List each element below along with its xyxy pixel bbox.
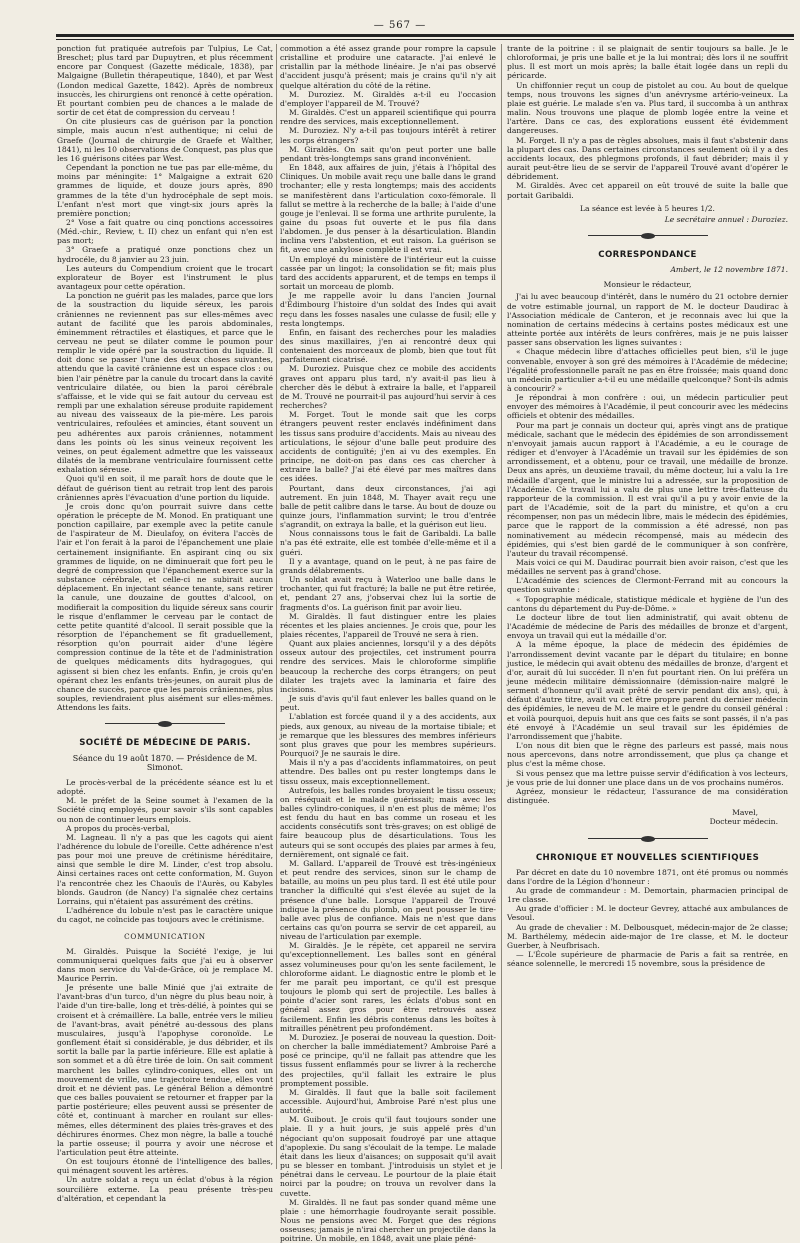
paragraph: M. Duroziez. N'y a-t-il pas toujours intérêt à retirer les corps étrangers? [280, 126, 496, 145]
section-ornament [588, 836, 708, 842]
paragraph: M. Forget. Tout le monde sait que les corps étrangers peuvent rester enclavés indéfiniment dans les tissus sans produire d'accidents. Mais au niveau des articulations, le séjour d'une balle peut produire des accidents de contiguïté; j'en ai vu des exemples. En principe, ne doit-on pas dans ces cas chercher à extraire la balle? J'ai été élevé par mes maîtres dans ces idées. [280, 410, 496, 484]
paragraph: Un autre soldat a reçu un éclat d'obus à la région sourcilière externe. La peau présente très-peu d'altération, et cependant la [57, 1175, 273, 1203]
paragraph: Un chiffonnier reçut un coup de pistolet au cou. Au bout de quelque temps, nous trouvons les signes d'un anévrysme artério-veineux. La plaie est guérie. Le malade s'en va. Plus tard, il succomba à un anthrax malin. Nous trouvons une plaque de plomb logée entre la veine et l'artère. Dans ce cas, des explorations eussent été évidemment dangereuses. [507, 80, 788, 136]
paragraph: trante de la poitrine : il se plaignait de sentir toujours sa balle. Je le chloroformai, je pris une balle et je la lui montrai; dès lors il ne souffrit plus. Il est mort un mois après; la balle était logée dans un repli du péricarde. [507, 44, 788, 81]
paragraph: A la même époque, la place de médecin des épidémies de l'arrondissement devint vacante par le départ du titulaire; en bonne justice, le médecin qui avait obtenu des médailles de bronze, d'argent et d'or, aurait dû lui succéder. Il n'en fut pourtant rien. On lui préféra un jeune médecin militaire démissionnaire (démission-naire malgré le serment d'honneur qu'il avait prêté de servir pendant dix ans), qui, à défaut d'autre titre, avait vu cet être propre parent du dernier médecin des épidémies, le neveu de M. le maire et le gendre du conseil général : et voilà pourquoi, depuis huit ans que ces faits se sont passés, il n'a pas été envoyé à l'Académie un seul travail sur les épidémies de l'arrondissement que j'habite. [507, 640, 788, 741]
paragraph: Quant aux plaies anciennes, lorsqu'il y a des dépôts osseux autour des projectiles, cet instrument pourra rendre des services. Mais le chloroforme simplifie beaucoup la recherche des corps étrangers; on peut dilater les trajets avec la laminaria et faire des incisions. [280, 639, 496, 694]
chronique-title: CHRONIQUE ET NOUVELLES SCIENTIFIQUES [535, 852, 760, 863]
correspondance-title: CORRESPONDANCE [598, 249, 697, 260]
paragraph: M. Giraldès. Avec cet appareil on eût trouvé de suite la balle que portait Garibaldi. [507, 181, 788, 200]
paragraph: Je présente une balle Minié que j'ai extraite de l'avant-bras d'un turco, d'un nègre du plus beau noir, à l'aide d'un tire-balle, long et très-délié, à pointes qui se croisent et à crémaillère. La balle, entrée vers le milieu de l'avant-bras, avait pénétré au-dessous des plans musculaires, jusqu'à l'apophyse coronoïde. Le gonflement était si considérable, je dus débrider, et ils sortit la balle par la partie inférieure. Elle est aplatie à son sommet et a dû être tirée de loin. On sait comment marchent les balles cylindro-coniques, elles ont un mouvement de vrille, une trajectoire tendue, elles vont droit et ne dévient pas. Le général Bélion a démontré que ces balles pouvaient se retourner et frapper par la partie postérieure; elles peuvent aussi se présenter de côté et, continuant à marcher en roulant sur elles-mêmes, elles déterminent des plaies très-graves et des déchirures énormes. Chez mon nègre, la balle a touché la partie osseuse; il pourra y avoir une nécrose et l'articulation peut être atteinte. [57, 983, 273, 1157]
paragraph: Le procès-verbal de la précédente séance est lu et adopté. [57, 777, 273, 797]
paragraph: 3° Graefe a pratiqué onze ponctions chez un hydrocéle, du 8 janvier au 23 juin. [57, 245, 273, 264]
paragraph: Enfin, en faisant des recherches pour les maladies des sinus maxillaires, j'en ai rencontré deux qui contenaient des morceaux de plomb, bien que tout fût parfaitement cicatrisé. [280, 327, 496, 365]
session-line: Séance du 19 août 1870. — Présidence de M. Simonot. [72, 753, 258, 772]
paragraph: L'Académie des sciences de Clermont-Ferrand mit au concours la question suivante : [507, 576, 788, 595]
column-middle [280, 44, 496, 1243]
section-ornament [105, 721, 225, 727]
session-end: La séance est levée à 5 heures 1/2. [580, 203, 715, 213]
paragraph: M. Lagneau. Il n'y a pas que les cagots qui aient l'adhérence du lobule de l'oreille. Cette adhérence n'est pas pour moi une preuve de crétinisme héréditaire, ainsi que semble le dire M. Linder, c'est trop absolu. Ainsi certaines races ont cette conformation, M. Guyon l'a rencontrée chez les Chaouïs de l'Aurès, ou Kabyles blonds. Gaudron (de Nancy) l'a signalée chez certains Lorrains, qui n'étaient pas assurément des crétins. [57, 832, 273, 906]
paragraph: L'on nous dit bien que le règne des parleurs est passé, mais nous nous apercevons, dans notre arrondissement, que plus ça change et plus c'est la même chose. [507, 741, 788, 769]
paragraph: « Topographie médicale, statistique médicale et hygiène de l'un des cantons du département du Puy-de-Dôme. » [507, 594, 788, 613]
paragraph: Agréez, monsieur le rédacteur, l'assurance de ma considération distinguée. [507, 786, 788, 806]
secretary-signature: Le secrétaire annuel : Duroziez. [664, 214, 788, 224]
paragraph: Je suis d'avis qu'il faut enlever les balles quand on le peut. [280, 694, 496, 713]
paragraph: Mais voici ce qui M. Daudirac pourrait bien avoir raison, c'est que les médailles ne servent pas à grand'chose. [507, 557, 788, 577]
signature-title: Docteur médecin. [709, 817, 778, 827]
paragraph: M. Giraldès. Il ne faut pas sonder quand même une plaie : une hémorrhagie foudroyante serait possible. Nous ne pensions avec M. Forget que des régions osseuses; jamais je n'irai chercher un projectile dans la poitrine. Un mobile, en 1848, avait une plaie péné- [280, 1197, 496, 1243]
paragraph: M. Giraldès. Je le répète, cet appareil ne servira qu'exceptionnellement. Les balles sont en général assez volumineuses pour qu'on les sente facilement, le chloroforme aidant. Le diagnostic entre le plomb et le fer me paraît peu important, ce qu'il est presque toujours le plomb qui sert de projectile. Les balles à pointe d'acier sont rares, les éclats d'obus sont en général assez gros pour être retrouvés assez facilement. Enfin les débris contenus dans les boîtes à mitrailles pénètrent peu profondément. [280, 941, 496, 1033]
paragraph: Si vous pensez que ma lettre puisse servir d'édification à vos lecteurs, je vous prie de lui donner une place dans un de vos prochains numéros. [507, 768, 788, 787]
paragraph: Le docteur libre de tout lien administratif, qui avait obtenu de l'Académie de médecine de Paris des médailles de bronze et d'argent, envoya un travail qui eut la médaille d'or. [507, 612, 788, 641]
paragraph: M. Gallard. L'appareil de Trouvé est très-ingénieux et peut rendre des services, sinon sur le champ de bataille, au moins un peu plus tard. Il est été utile pour trancher la difficulté qui s'est élevée au sujet de la présence d'une balle. Lorsque l'appareil de Trouvé indique la présence du plomb, on peut pousser le tire-balle avec plus de confiance. Mais ne n'est que dans certains cas qu'on pourra se servir de cet appareil, au niveau de l'articulation par exemple. [280, 858, 496, 942]
column-right [507, 44, 788, 1169]
paragraph: On est toujours étonné de l'intelligence des balles, qui ménagent souvent les artères. [57, 1157, 273, 1176]
paragraph: M. Giraldès. C'est un appareil scientifique qui pourra rendre des services, mais exceptionnellement. [280, 108, 496, 127]
paragraph: Nous connaissons tous le fait de Garibaldi. La balle n'a pas été extraite, elle est tombée d'elle-même et il a guéri. [280, 529, 496, 557]
paragraph: L'adhérence du lobule n'est pas le caractère unique du cagot, ne coïncide pas toujours avec le crétinisme. [57, 906, 273, 925]
paragraph: ponction fut pratiquée autrefois par Tulpius, Le Cat, Breschet; plus tard par Dupuytren, et plus récemment encore par Conquest (Gazette médicale, 1838), par Malgaigne (Bulletin thérapeutique, 1840), et par West (London medical Gazette, 1842). Après de nombreux insuccès, les chirurgiens ont renoncé à cette opération. Et pourtant combien peu de chances a le malade de sortir de cet état de compression du cerveau ! [57, 44, 273, 118]
paragraph: J'ai lu avec beaucoup d'intérêt, dans le numéro du 21 octobre dernier de votre estimable journal, un rapport de M. le docteur Daudirac à l'Association médicale de Canteron, et je reconnais avec lui que la nomination de certains médecins à certains postes médicaux est une atteinte portée aux intérêts de leurs confrères, mais je ne puis laisser passer sans observation les lignes suivantes : [507, 292, 788, 348]
paragraph: M. Giraldès. Puisque la Société l'exige, je lui communiquerai quelques faits que j'ai eu à observer dans mon service du Val-de-Grâce, où je remplace M. Maurice Perrin. [57, 946, 273, 983]
paragraph: Au grade de chevalier : M. Delbousquet, médecin-major de 2e classe; M. Barthélemy, médecin aide-major de 1re classe, et M. le docteur Guerber, à Neufbrisach. [507, 922, 788, 950]
paragraph: En 1848, aux affaires de juin, j'étais à l'hôpital des Cliniques. Un mobile avait reçu une balle dans le grand trochanter; elle y resta longtemps; mais des accidents se manifestèrent dans l'articulation coxo-fémorale. Il fallut se mettre à la recherche de la balle; à l'aide d'une gouge je l'enlevai. Il se forma une arthrite purulente, la gaine du psoas fut ouverte et le pus fila dans l'abdomen. Je dus penser à la désarticulation. Blandin inclina vers l'abstention, et eut raison. La guérison se fit, avec une ankylose complète il est vrai. [280, 163, 496, 255]
paragraph: Cependant la ponction ne tue pas par elle-même, du moins par méningite: 1° Malgaigne a extrait 620 grammes de liquide, et douze jours après, 890 grammes de la tête d'un hydrocéphale de sept mois. L'enfant n'est mort que vingt-six jours après la première ponction; [57, 163, 273, 218]
communication-heading: COMMUNICATION [124, 932, 206, 942]
section-ornament [588, 233, 708, 239]
paragraph: Je répondrai à mon confrère : oui, un médecin particulier peut envoyer des mémoires à l'Académie, il peut concourir avec les médecins officiels et obtenir des médailles. [507, 393, 788, 421]
society-title: SOCIÉTÉ DE MÉDECINE DE PARIS. [79, 738, 251, 749]
paragraph: Au grade d'officier : M. le docteur Gevrey, attaché aux ambulances de Vesoul. [507, 904, 788, 923]
paragraph: Un employé du ministère de l'intérieur eut la cuisse cassée par un lingot; la consolidation se fit; mais plus tard des accidents apparurent, et de temps en temps il sortait un morceau de plomb. [280, 254, 496, 292]
paragraph: Les auteurs du Compendium croient que le trocart explorateur de Boyer est l'instrument le plus avantageux pour cette opération. [57, 263, 273, 292]
paragraph: M. Duroziez. M. Giraldès a-t-il eu l'occasion d'employer l'appareil de M. Trouvé? [280, 89, 496, 108]
paragraph: La ponction ne guérit pas les malades, parce que lors de la soustraction du liquide séreux, les parois crâniennes ne reviennent pas sur elles-mêmes avec autant de facilité que les parois abdominales, éminemment rétractiles et élastiques, et parce que le cerveau ne peut se dilater comme le poumon pour remplir le vide opéré par la soustraction du liquide. Il doit donc se passer l'une des deux choses suivantes, attendu que la cavité crânienne est un espace clos : ou bien l'air pénètre par la canule du trocart dans la cavité ventriculaire dilatée, ou bien la paroi cérébrale s'affaisse, et le vide qui se fait autour du cerveau est rempli par une exhalation séreuse produite rapidement au niveau des vaisseaux de la pie-mère. Les parois ventriculaires, refoulées et amincies, étant souvent un peu adhérentes aux parois crâniennes, notamment dans les points où les sinus veineux reçoivent les veines, on peut également admettre que les vaisseaux dilatés de la membrane ventriculaire fournissent cette exhalation séreuse. [57, 291, 273, 475]
paragraph: « Chaque médecin libre d'attaches officielles peut bien, s'il le juge convenable, envoyer à son gré des mémoires à l'Académie de médecine; l'égalité professionnelle paraît ne pas en être froissée; mais quand donc un médecin particulier a-t-il eu une médaille quelconque? Sont-ils admis à concourir? » [507, 347, 788, 393]
paragraph: 2° Vose a fait quatre ou cinq ponctions accessoires (Méd.-chir., Review, t. II) chez un enfant qui n'en est pas mort; [57, 217, 273, 246]
page-number: — 567 — [373, 20, 427, 31]
paragraph: M. Guibout. Je crois qu'il faut toujours sonder une plaie. Il y a huit jours, je suis appelé près d'un négociant qu'on supposait foudroyé par une attaque d'apoplexie. Du sang s'écoulait de la tempe. Le malade était dans les lieux d'aisances; on supposait qu'il avait pu se blesser en tombant. J'introduisis un stylet et je pénétrai dans le cerveau. Le pourtour de la plaie était noirci par la poudre; on trouva un revolver dans la cuvette. [280, 1115, 496, 1198]
paragraph: M. Giraldès. Il faut distinguer entre les plaies récentes et les plaies anciennes. Je crois que, pour les plaies récentes, l'appareil de Trouvé ne sera à rien. [280, 611, 496, 639]
paragraph: Autrefois, les balles rondes broyaient le tissu osseux; on réséquait et le malade guérissait; mais avec les balles cylindro-coniques, il n'en est plus de même; l'os est fendu du haut en bas comme un roseau et les accidents consécutifs sont très-graves; on est obligé de faire beaucoup plus de désarticulations. Tous les auteurs qui se sont occupés des plaies par armes à feu, dernièrement, ont signalé ce fait. [280, 785, 496, 859]
paragraph: M. le préfet de la Seine soumet à l'examen de la Société cinq employés, pour savoir s'ils sont capables ou non de continuer leurs emplois. [57, 796, 273, 824]
paragraph: Au grade de commandeur : M. Demortain, pharmacien principal de 1re classe. [507, 885, 788, 905]
paragraph: Il y a avantage, quand on le peut, à ne pas faire de grands délabrements. [280, 556, 496, 575]
column-divider [501, 44, 502, 1169]
column-divider [276, 44, 277, 1169]
paragraph: Je me rappelle avoir lu dans l'ancien Journal d'Édimbourg l'histoire d'un soldat des Indes qui avait reçu dans les fosses nasales une culasse de fusil; elle y resta longtemps. [280, 291, 496, 328]
paragraph: Je crois donc qu'on pourrait suivre dans cette opération le précepte de M. Monod. En pratiquant une ponction capillaire, par exemple avec la petite canule de l'aspirateur de M. Dieulafoy, on évitera l'accès de l'air et l'on ferait à la paroi de l'épanchement une plaie certainement insignifiante. En aspirant cinq ou six grammes de liquide, on ne diminuerait que fort peu le degré de compression que l'épanchement exerce sur la substance cérébrale, et celle-ci ne subirait aucun déplacement. En injectant séance tenante, sans retirer la canule, une douzaine de gouttes d'alcool, on modifierait la composition du liquide séreux sans courir le risque d'enflammer le cerveau par le contact de cette petite quantité d'alcool. Il serait possible que la résorption de l'épanchement se fît graduellement, résorption qu'on pourrait aider d'une légère compression continue de la tête et de l'administration de quelques médicaments dits hydragogues, qui agissent si bien chez les enfants. Enfin, je crois qu'en opérant chez les enfants très-jeunes, on aurait plus de chance de succès, parce que les parois crâniennes, plus souples, reviendraient plus aisément sur elles-mêmes. Attendons les faits. [57, 501, 273, 713]
paragraph: M. Duroziez. Puisque chez ce mobile des accidents graves ont apparu plus tard, n'y avait-il pas lieu à chercher dès le début à extraire la balle, et l'appareil de M. Trouvé ne pourrait-il pas aujourd'hui servir à ces recherches? [280, 364, 496, 411]
paragraph: Un soldat avait reçu à Waterloo une balle dans le trochanter, qui fut fracturé; la balle ne put être retirée, et, pendant 27 ans, j'observai chez lui la sortie de fragments d'os. La guérison finit par avoir lieu. [280, 575, 496, 612]
paragraph: Mais il n'y a pas d'accidents inflammatoires, on peut attendre. Des balles ont pu rester longtemps dans le tissu osseux, mais exceptionnellement. [280, 758, 496, 786]
salutation: Monsieur le rédacteur, [603, 280, 692, 290]
paragraph: M. Forget. Il n'y a pas de règles absolues, mais il faut s'abstenir dans la plupart des cas. Dans certaines circonstances seulement où il y a des accidents locaux, des phlegmons profonds, il faut débrider; mais il y aurait peut-être lieu de se servir de l'appareil Trouvé avant d'opérer le débridement. [507, 135, 788, 182]
paragraph: Par décret en date du 10 novembre 1871, ont été promus ou nommés dans l'ordre de la Légion d'honneur : [507, 867, 788, 886]
paragraph: Quoi qu'il en soit, il me paraît hors de doute que le défaut de guérison tient au retrait trop lent des parois crâniennes après l'évacuation d'une portion du liquide. [57, 474, 273, 502]
column-left [57, 44, 273, 1203]
paragraph: — L'École supérieure de pharmacie de Paris a fait sa rentrée, en séance solennelle, le mercredi 15 novembre, sous la présidence de [507, 950, 788, 969]
signature-name: Mavel, [732, 808, 758, 818]
paragraph: M. Duroziez. Je poserai de nouveau la question. Doit-on chercher la balle immédiatement? Ambroise Paré a posé ce principe, qu'il ne fallait pas attendre que les tissus fussent enflammés pour se livrer à la recherche des projectiles, qu'il fallait les extraire le plus promptement possible. [280, 1032, 496, 1088]
paragraph: A propos du procès-verbal, [66, 823, 170, 833]
dateline: Ambert, le 12 novembre 1871. [670, 265, 788, 275]
paragraph: Pour ma part je connais un docteur qui, après vingt ans de pratique médicale, sachant que le médecin des épidémies de son arrondissement n'envoyait jamais aucun rapport à l'Académie, a eu le courage de rédiger et d'envoyer à l'Académie un travail sur les épidémies de son arrondissement, et a obtenu, pour ce travail, une médaille de bronze. Deux ans après, un deuxième travail, du même docteur, lui a valu la 1re médaille d'argent, que le ministre lui a adressée, sur la proposition de l'Académie. Cè travail lui a valu de plus une lettre très-flatteuse du rapporteur de la commission. Il est vrai qu'il a pu y avoir envie de la part de l'Académie, soit de la part du ministre, et qu'on a cru récompenser, non pas un médecin libre, mais le médecin des épidémies, parce que le rapport de la commission a été adressé, non pas nominativement au médecin récompensé, mais au médecin des épidémies, qui s'est bien gardé de le communiquer à son confrère, l'auteur du travail récompensé. [507, 420, 788, 558]
header-rule [56, 34, 794, 40]
paragraph: On cite plusieurs cas de guérison par la ponction simple, mais aucun n'est authentique; ni celui de Graefe (Journal de chirurgie de Graefe et Walther, 1841), ni les 10 observations de Conquest, pas plus que les 16 guérisons citées par West. [57, 117, 273, 163]
paragraph: M. Giraldès. Il faut que la balle soit facilement accessible. Aujourd'hui, Ambroise Paré n'est plus une autorité. [280, 1087, 496, 1116]
paragraph: L'ablation est forcée quand il y a des accidents, aux pieds, aux genoux, au niveau de la mortaise tibiale; et je remarque que les blessures des membres inférieurs sont plus graves que pour les membres supérieurs. Pourquoi? Je ne saurais le dire. [280, 712, 496, 759]
paragraph: commotion a été assez grande pour rompre la capsule cristalline et produire une cataracte. J'ai enlevé le cristallin par la méthode linéaire. Je n'ai pas observé d'accident jusqu'à présent; mais je crains qu'il n'y ait quelque altération du côté de la rétine. [280, 44, 496, 90]
paragraph: M. Giraldès. On sait qu'on peut porter une balle pendant très-longtemps sans grand inconvénient. [280, 144, 496, 163]
paragraph: Pourtant, dans deux circonstances, j'ai agi autrement. En juin 1848, M. Thayer avait reçu une balle de petit calibre dans le tarse. Au bout de douze ou quinze jours, l'inflammation survint; le trou d'entrée s'agrandit, on extraya la balle, et la guérison eut lieu. [280, 483, 496, 530]
